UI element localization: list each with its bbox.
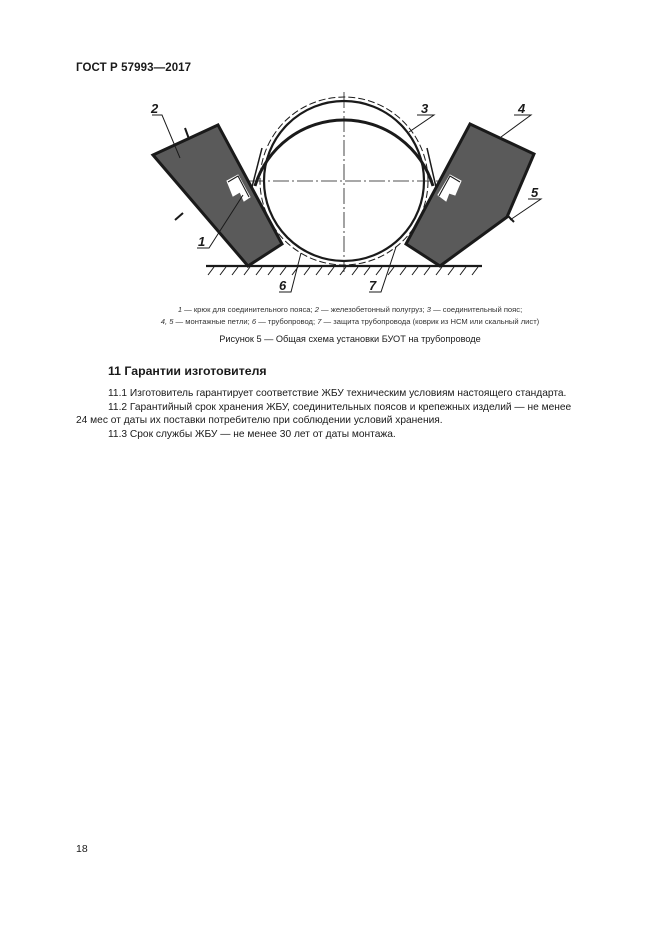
document-header: ГОСТ Р 57993—2017	[76, 62, 192, 74]
figure-caption: Рисунок 5 — Общая схема установки БУОТ на трубопроводе	[219, 334, 481, 344]
right-concrete-block	[406, 124, 534, 266]
label-7: 7	[369, 278, 377, 293]
paragraph-11-2-line-1: 11.2 Гарантийный срок хранения ЖБУ, соединительных поясов и крепежных изделий — не менее	[108, 402, 572, 413]
label-1: 1	[198, 234, 206, 249]
figure-legend-line-2: 4, 5 — монтажные петли; 6 — трубопровод; 7 — защита трубопровода (коврик из НСМ или скальный лист)	[160, 317, 540, 326]
label-5: 5	[531, 185, 539, 200]
label-6: 6	[279, 278, 287, 293]
label-4: 4	[518, 101, 526, 116]
left-concrete-block	[153, 125, 282, 266]
paragraph-11-2-line-2: 24 мес от даты их поставки потребителю при соблюдении условий хранения.	[76, 415, 443, 426]
section-title: 11 Гарантии изготовителя	[108, 364, 267, 378]
paragraph-11-1: 11.1 Изготовитель гарантирует соответствие ЖБУ техническим условиям настоящего стандарта.	[108, 388, 567, 399]
paragraph-11-3: 11.3 Срок службы ЖБУ — не менее 30 лет от даты монтажа.	[108, 429, 396, 440]
page-number: 18	[76, 843, 88, 855]
label-2: 2	[151, 101, 159, 116]
figure-legend-line-1: 1 — крюк для соединительного пояса; 2 — железобетонный полугруз; 3 — соединительный пояс;	[177, 305, 523, 314]
label-3: 3	[421, 101, 429, 116]
buot-installation-diagram	[0, 0, 661, 300]
